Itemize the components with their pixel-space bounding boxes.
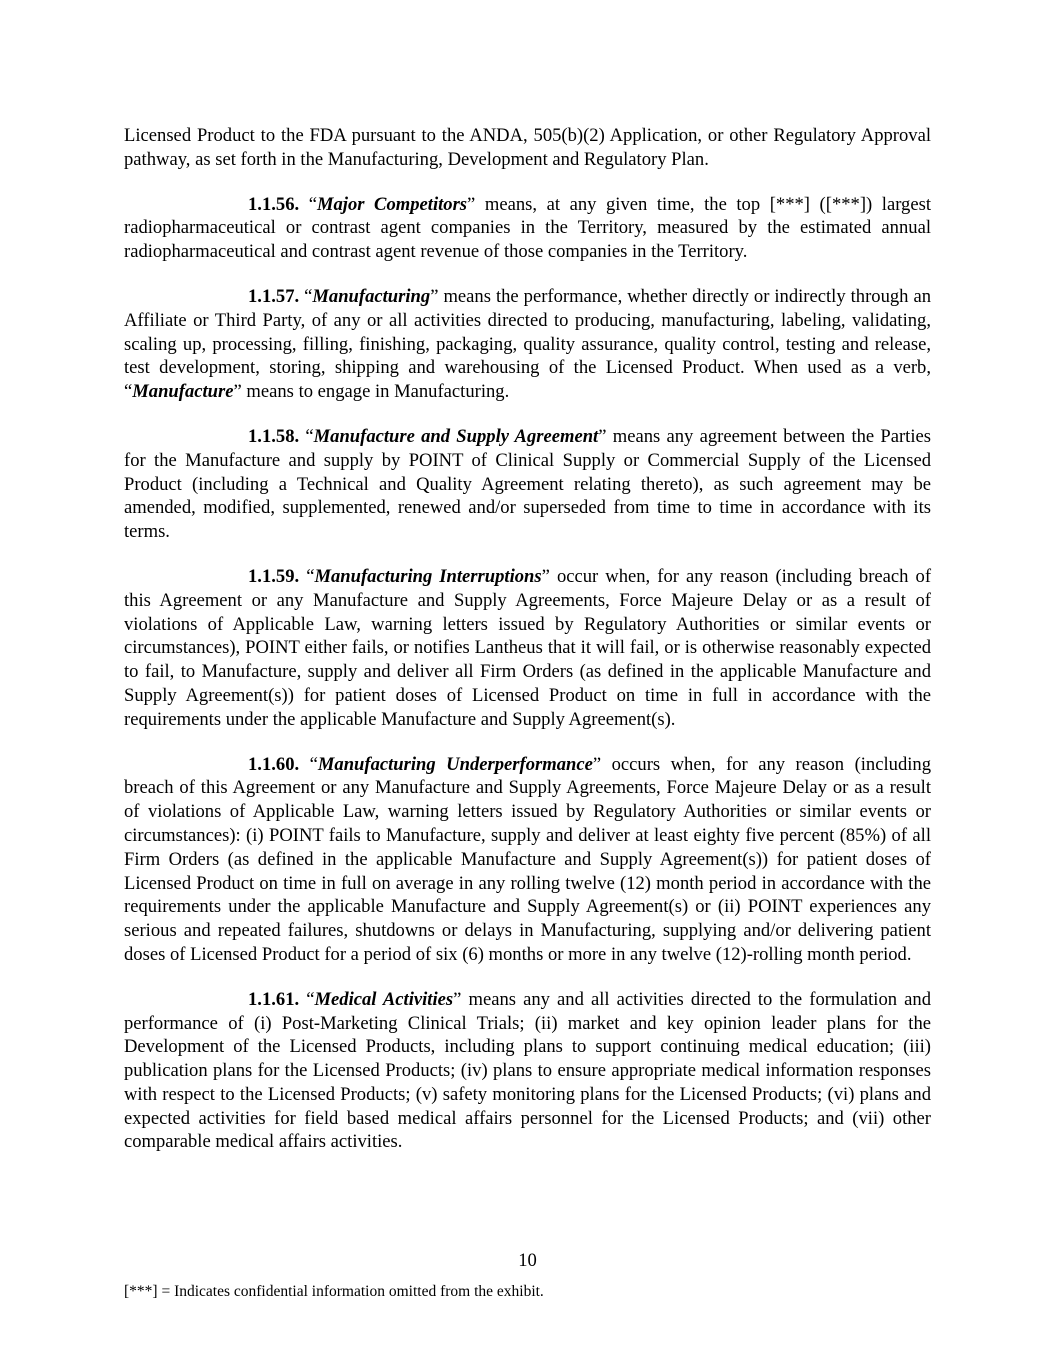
definition-text-continued: ” means to engage in Manufacturing.: [233, 381, 510, 403]
open-quote: “: [299, 753, 318, 775]
definition-1-1-57: [124, 285, 931, 404]
defined-term: Major Competitors: [316, 193, 468, 215]
document-body: [124, 124, 931, 1175]
defined-term: Manufacturing: [312, 285, 431, 307]
section-number: 1.1.61.: [248, 988, 300, 1010]
section-number: 1.1.58.: [248, 425, 300, 447]
defined-term: Medical Activities: [314, 988, 454, 1010]
definition-text: occurs when, for any reason (including breach of this Agreement or any Manufacture and Supply Agreements, Force Majeure Delay or as a result of violations of Applicable Law, warning letters issued by Regulatory Authorities or similar events or circumstances): (i) POINT fails to Manufacture, supply and deliver at least eighty five percent (85%) of all Firm Orders (as defined in the applicable Manufacture and Supply Agreement(s)) for patient doses of Licensed Product on time in full on average in any rolling twelve (12) month period in accordance with the requirements under the applicable Manufacture and Supply Agreement(s) or (ii) POINT experiences any serious and repeated failures, shutdowns or delays in Manufacturing, supplying and/or delivering patient doses of Licensed Product for a period of six (6) months or more in any twelve (12)-rolling month period.: [124, 753, 931, 965]
close-quote: ”: [592, 753, 602, 775]
section-number: 1.1.59.: [248, 565, 300, 587]
defined-term-verb: Manufacture: [132, 381, 234, 403]
open-quote: “: [299, 988, 315, 1010]
definition-1-1-61: [124, 988, 931, 1155]
section-number: 1.1.60.: [248, 753, 300, 775]
close-quote: ”: [430, 285, 439, 307]
close-quote: ”: [541, 565, 550, 587]
definition-text: occur when, for any reason (including breach of this Agreement or any Manufacture and Supply Agreements, Force Majeure Delay or as a result of violations of Applicable Law, warning letters issued by Regulatory Authorities or similar events or circumstances), POINT either fails, or notifies Lantheus that it will fail, or is otherwise reasonably expected to fail, to Manufacture, supply and deliver all Firm Orders (as defined in the applicable Manufacture and Supply Agreement(s)) for patient doses of Licensed Product on time in full in accordance with the requirements under the applicable Manufacture and Supply Agreement(s).: [124, 565, 932, 730]
definition-text: means the performance, whether directly or indirectly through an Affiliate or Third Party, of any or all activities directed to producing, manufacturing, labeling, validating, scaling up, processing, filling, finishing, packaging, quality assurance, quality control, testing and release, test development, storing, shipping and warehousing of the Licensed Product. When used as a verb, “: [124, 285, 931, 403]
close-quote: ”: [467, 193, 476, 215]
definition-text: means any agreement between the Parties for the Manufacture and supply by POINT of Clinical Supply or Commercial Supply of the Licensed Product (including a Technical and Quality Agreement relating thereto), as such agreement may be amended, modified, supplemented, renewed and/or superseded from time to time in accordance with its terms.: [124, 425, 932, 543]
definition-text: means, at any given time, the top [***] ([***]) largest radiopharmaceutical or contrast agent companies in the Territory, measured by the estimated annual radiopharmaceutical and contrast agent revenue of those companies in the Territory.: [124, 193, 932, 263]
open-quote: “: [299, 285, 313, 307]
close-quote: ”: [453, 988, 462, 1010]
confidentiality-footnote: [***] = Indicates confidential information omitted from the exhibit.: [124, 1283, 544, 1300]
section-number: 1.1.56.: [248, 193, 300, 215]
definition-1-1-60: [124, 753, 931, 967]
continuation-paragraph: Licensed Product to the FDA pursuant to the ANDA, 505(b)(2) Application, or other Regulatory Approval pathway, as set forth in the Manufacturing, Development and Regulatory Plan.: [124, 125, 931, 170]
defined-term: Manufacturing Underperformance: [317, 753, 593, 775]
definition-1-1-56: [124, 193, 931, 264]
definition-1-1-58: [124, 425, 931, 544]
defined-term: Manufacturing Interruptions: [314, 565, 542, 587]
section-number: 1.1.57.: [248, 285, 300, 307]
close-quote: ”: [598, 425, 607, 447]
page-number: 10: [518, 1250, 537, 1271]
open-quote: “: [299, 193, 317, 215]
defined-term: Manufacture and Supply Agreement: [313, 425, 599, 447]
open-quote: “: [299, 565, 315, 587]
definition-1-1-59: [124, 565, 931, 732]
open-quote: “: [299, 425, 314, 447]
definition-text: means any and all activities directed to the formulation and performance of (i) Post-Marketing Clinical Trials; (ii) market and key opinion leader plans for the Development of the Licensed Products, including plans to support continuing medical education; (iii) publication plans for the Licensed Products; (iv) plans to ensure appropriate medical information responses with respect to the Licensed Products; (v) safety monitoring plans for the Licensed Products; (vi) plans and expected activities for field based medical affairs personnel for the Licensed Products; and (vii) other comparable medical affairs activities.: [124, 988, 931, 1153]
